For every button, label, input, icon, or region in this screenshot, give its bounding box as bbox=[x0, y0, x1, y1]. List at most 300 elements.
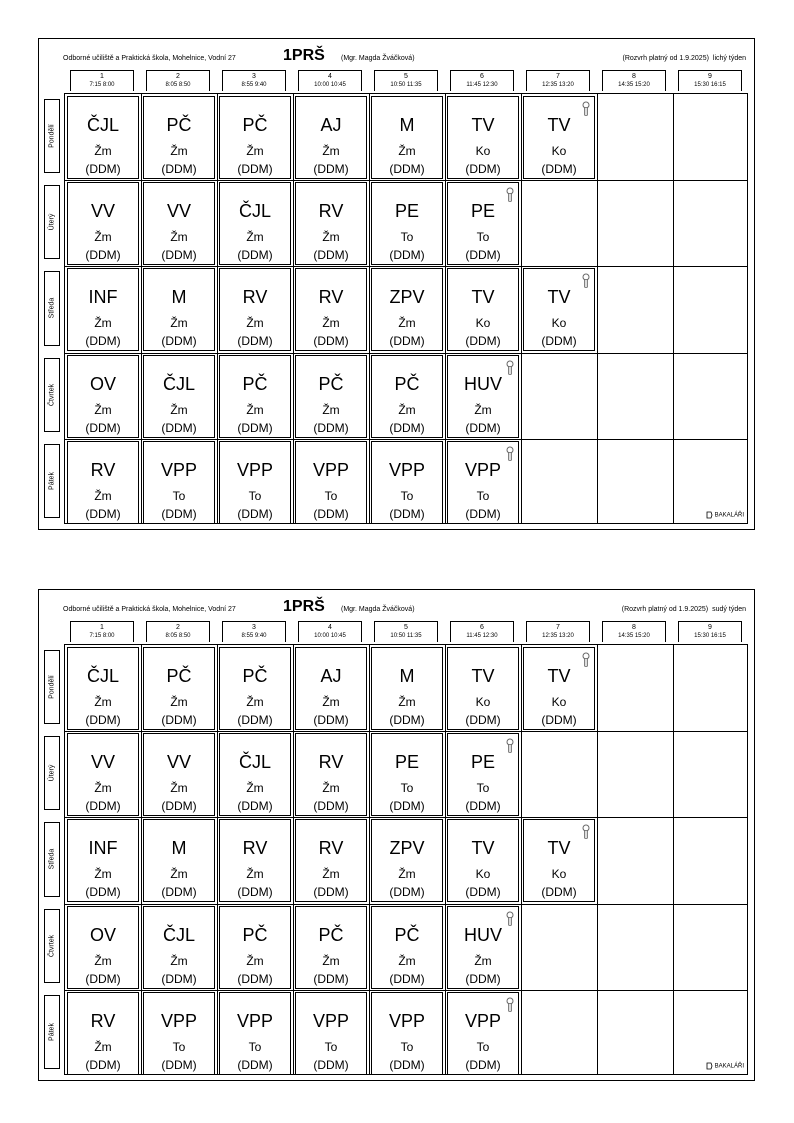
row-divider bbox=[65, 180, 747, 181]
period-header bbox=[450, 621, 514, 642]
timetable-sheet-even bbox=[38, 589, 755, 1081]
lesson-room: (DDM) bbox=[389, 162, 425, 176]
period-number: 2 bbox=[176, 73, 180, 80]
lesson-room: (DDM) bbox=[389, 248, 425, 263]
lesson-room: (DDM) bbox=[237, 248, 273, 263]
lesson-cell[interactable] bbox=[447, 819, 519, 902]
period-number: 9 bbox=[708, 73, 712, 80]
column-divider bbox=[597, 645, 598, 1074]
period-time: 10:00 10:45 bbox=[314, 633, 346, 639]
column-divider bbox=[141, 645, 142, 1074]
lesson-teacher: Žm bbox=[398, 402, 416, 417]
period-number: 4 bbox=[328, 73, 332, 80]
lesson-teacher: To bbox=[324, 488, 338, 503]
column-divider bbox=[217, 94, 218, 523]
lesson-cell[interactable] bbox=[371, 96, 443, 179]
lesson-room: (DDM) bbox=[313, 885, 349, 900]
lesson-cell[interactable] bbox=[447, 182, 519, 265]
period-header bbox=[450, 70, 514, 91]
class-title: 1PRŠ bbox=[283, 598, 325, 615]
period-number: 5 bbox=[404, 624, 408, 631]
lesson-subject: ČJL bbox=[86, 666, 119, 686]
lesson-subject: RV bbox=[242, 838, 268, 859]
lesson-teacher: Žm bbox=[170, 230, 188, 245]
lesson-subject: PČ bbox=[166, 666, 192, 686]
period-time: 8:55 9:40 bbox=[241, 633, 267, 639]
lesson-cell[interactable] bbox=[523, 647, 595, 730]
bakalari-logo bbox=[706, 1062, 744, 1070]
lesson-room: (DDM) bbox=[465, 162, 501, 176]
lesson-teacher: Žm bbox=[94, 867, 112, 882]
lesson-room: (DDM) bbox=[465, 248, 501, 263]
lesson-teacher: Ko bbox=[475, 695, 491, 709]
lesson-teacher: To bbox=[400, 781, 414, 796]
lesson-subject: ČJL bbox=[238, 201, 271, 222]
row-divider bbox=[65, 353, 747, 354]
lesson-room: (DDM) bbox=[313, 162, 349, 176]
lesson-cell[interactable] bbox=[371, 441, 443, 524]
lesson-room: (DDM) bbox=[237, 506, 273, 521]
lesson-cell[interactable] bbox=[523, 268, 595, 351]
lesson-room: (DDM) bbox=[85, 971, 121, 986]
lesson-room: (DDM) bbox=[465, 885, 501, 900]
lesson-room: (DDM) bbox=[313, 248, 349, 263]
lesson-cell[interactable] bbox=[295, 96, 367, 179]
period-header bbox=[374, 70, 438, 91]
lesson-subject: VPP bbox=[236, 459, 274, 480]
lesson-subject: VV bbox=[90, 201, 115, 222]
lesson-room: (DDM) bbox=[389, 713, 425, 727]
lesson-room: (DDM) bbox=[465, 799, 501, 814]
logo-text: BAKALÁŘI bbox=[714, 512, 744, 519]
lesson-room: (DDM) bbox=[389, 971, 425, 986]
period-header bbox=[678, 621, 742, 642]
lesson-teacher: Žm bbox=[246, 781, 264, 796]
lesson-room: (DDM) bbox=[237, 162, 273, 176]
lesson-subject: PE bbox=[394, 201, 419, 222]
day-name: Pondělí bbox=[48, 124, 56, 148]
column-divider bbox=[521, 645, 522, 1074]
lesson-room: (DDM) bbox=[161, 713, 197, 727]
lesson-room: (DDM) bbox=[161, 1057, 197, 1072]
lesson-subject: VPP bbox=[312, 459, 350, 480]
lesson-teacher: Žm bbox=[246, 144, 264, 158]
lesson-subject: VPP bbox=[236, 1010, 274, 1031]
day-label bbox=[44, 822, 60, 896]
lesson-cell[interactable] bbox=[295, 182, 367, 265]
lesson-room: (DDM) bbox=[541, 713, 577, 727]
lesson-cell[interactable] bbox=[447, 906, 519, 989]
lesson-subject: RV bbox=[318, 752, 344, 773]
lesson-teacher: To bbox=[476, 230, 490, 245]
period-header bbox=[374, 621, 438, 642]
lock-icon bbox=[582, 652, 590, 668]
lesson-cell[interactable] bbox=[67, 992, 139, 1075]
lesson-teacher: Žm bbox=[398, 316, 416, 331]
lock-icon bbox=[506, 360, 514, 376]
lesson-cell[interactable] bbox=[295, 441, 367, 524]
lesson-cell[interactable] bbox=[295, 992, 367, 1075]
lesson-subject: HUV bbox=[463, 924, 502, 945]
lesson-subject: RV bbox=[318, 201, 344, 222]
lesson-cell[interactable] bbox=[67, 733, 139, 816]
day-name: Úterý bbox=[48, 213, 56, 231]
lesson-cell[interactable] bbox=[523, 96, 595, 179]
lesson-subject: TV bbox=[471, 666, 495, 686]
lesson-room: (DDM) bbox=[237, 420, 273, 435]
week-type: lichý týden bbox=[712, 55, 746, 62]
lesson-room: (DDM) bbox=[389, 1057, 425, 1072]
lesson-room: (DDM) bbox=[161, 248, 197, 263]
lesson-cell[interactable] bbox=[219, 647, 291, 730]
period-header bbox=[602, 621, 666, 642]
lesson-room: (DDM) bbox=[85, 799, 121, 814]
period-number: 6 bbox=[480, 73, 484, 80]
lesson-cell[interactable] bbox=[67, 819, 139, 902]
lesson-cell[interactable] bbox=[371, 819, 443, 902]
lesson-teacher: Žm bbox=[170, 781, 188, 796]
lesson-room: (DDM) bbox=[85, 248, 121, 263]
lesson-subject: VPP bbox=[160, 459, 198, 480]
period-time: 14:35 15:20 bbox=[618, 82, 650, 88]
lesson-subject: PČ bbox=[242, 924, 268, 945]
lesson-room: (DDM) bbox=[85, 334, 121, 349]
lesson-subject: TV bbox=[547, 838, 571, 859]
lesson-teacher: Žm bbox=[94, 1039, 112, 1054]
lesson-cell[interactable] bbox=[143, 906, 215, 989]
lesson-subject: M bbox=[399, 666, 415, 686]
lesson-room: (DDM) bbox=[465, 420, 501, 435]
lesson-cell[interactable] bbox=[371, 268, 443, 351]
period-number: 4 bbox=[328, 624, 332, 631]
lesson-subject: ČJL bbox=[238, 752, 271, 773]
lesson-cell[interactable] bbox=[67, 182, 139, 265]
timetable-grid bbox=[64, 644, 748, 1075]
lesson-cell[interactable] bbox=[219, 441, 291, 524]
lesson-cell[interactable] bbox=[447, 647, 519, 730]
lesson-teacher: Žm bbox=[322, 316, 340, 331]
lesson-room: (DDM) bbox=[465, 334, 501, 349]
lesson-teacher: Žm bbox=[322, 144, 340, 158]
row-divider bbox=[65, 904, 747, 905]
class-title: 1PRŠ bbox=[283, 47, 325, 64]
lesson-cell[interactable] bbox=[219, 182, 291, 265]
column-divider bbox=[673, 645, 674, 1074]
lesson-subject: PČ bbox=[242, 115, 268, 135]
column-divider bbox=[673, 94, 674, 523]
day-name: Čtvrtek bbox=[48, 383, 56, 406]
period-time: 8:05 8:50 bbox=[165, 82, 191, 88]
lesson-cell[interactable] bbox=[447, 268, 519, 351]
period-number: 9 bbox=[708, 624, 712, 631]
lesson-teacher: Ko bbox=[551, 144, 567, 158]
lesson-teacher: Žm bbox=[322, 781, 340, 796]
validity-date: (Rozvrh platný od 1.9.2025) bbox=[621, 606, 709, 613]
lesson-room: (DDM) bbox=[85, 885, 121, 900]
period-number: 8 bbox=[632, 624, 636, 631]
lesson-teacher: Ko bbox=[551, 316, 567, 331]
lesson-room: (DDM) bbox=[541, 885, 577, 900]
lesson-teacher: Žm bbox=[94, 144, 112, 158]
lesson-cell[interactable] bbox=[143, 819, 215, 902]
lesson-cell[interactable] bbox=[371, 182, 443, 265]
lesson-subject: ZPV bbox=[389, 838, 425, 859]
lesson-room: (DDM) bbox=[85, 420, 121, 435]
school-name: Odborné učiliště a Praktická škola, Mohelnice, Vodní 27 bbox=[63, 606, 236, 613]
lesson-cell[interactable] bbox=[143, 268, 215, 351]
day-label bbox=[44, 650, 60, 724]
lesson-cell[interactable] bbox=[219, 733, 291, 816]
period-time: 8:05 8:50 bbox=[165, 633, 191, 639]
lesson-cell[interactable] bbox=[143, 733, 215, 816]
lesson-subject: VPP bbox=[312, 1010, 350, 1031]
lesson-room: (DDM) bbox=[85, 713, 121, 727]
lesson-teacher: Žm bbox=[246, 695, 264, 709]
period-time: 10:50 11:35 bbox=[390, 633, 422, 639]
lesson-subject: HUV bbox=[463, 373, 502, 394]
column-divider bbox=[369, 94, 370, 523]
lesson-subject: VPP bbox=[160, 1010, 198, 1031]
lesson-teacher: To bbox=[248, 488, 262, 503]
lesson-teacher: Ko bbox=[475, 144, 491, 158]
lesson-cell[interactable] bbox=[447, 96, 519, 179]
lesson-subject: RV bbox=[318, 287, 344, 308]
lesson-subject: PČ bbox=[318, 924, 344, 945]
lesson-cell[interactable] bbox=[447, 355, 519, 438]
class-teacher: (Mgr. Magda Žváčková) bbox=[341, 606, 415, 613]
lesson-subject: PČ bbox=[242, 373, 268, 394]
period-header bbox=[70, 621, 134, 642]
lesson-subject: PČ bbox=[166, 115, 192, 135]
lesson-teacher: To bbox=[476, 488, 490, 503]
lesson-cell[interactable] bbox=[143, 96, 215, 179]
lesson-cell[interactable] bbox=[67, 906, 139, 989]
lesson-room: (DDM) bbox=[161, 971, 197, 986]
lesson-teacher: To bbox=[476, 1039, 490, 1054]
lesson-room: (DDM) bbox=[85, 506, 121, 521]
lesson-cell[interactable] bbox=[143, 441, 215, 524]
lesson-cell[interactable] bbox=[371, 906, 443, 989]
row-divider bbox=[65, 266, 747, 267]
lesson-cell[interactable] bbox=[371, 355, 443, 438]
lesson-teacher: To bbox=[324, 1039, 338, 1054]
lesson-cell[interactable] bbox=[67, 441, 139, 524]
lesson-cell[interactable] bbox=[219, 819, 291, 902]
lesson-cell[interactable] bbox=[371, 733, 443, 816]
lock-icon bbox=[582, 273, 590, 289]
lock-icon bbox=[506, 738, 514, 754]
lesson-cell[interactable] bbox=[447, 733, 519, 816]
lesson-cell[interactable] bbox=[219, 992, 291, 1075]
lesson-cell[interactable] bbox=[219, 355, 291, 438]
lesson-teacher: Ko bbox=[551, 867, 567, 882]
period-header bbox=[298, 70, 362, 91]
lock-icon bbox=[582, 101, 590, 117]
lesson-room: (DDM) bbox=[161, 334, 197, 349]
period-time: 7:15 8:00 bbox=[89, 82, 115, 88]
lesson-subject: RV bbox=[90, 1010, 116, 1031]
lesson-room: (DDM) bbox=[389, 885, 425, 900]
lesson-subject: PE bbox=[470, 201, 495, 222]
lock-icon bbox=[506, 187, 514, 203]
day-label bbox=[44, 358, 60, 432]
lesson-subject: PE bbox=[394, 752, 419, 773]
class-teacher: (Mgr. Magda Žváčková) bbox=[341, 55, 415, 62]
period-time: 12:35 13:20 bbox=[542, 633, 574, 639]
lesson-teacher: Žm bbox=[322, 230, 340, 245]
lesson-subject: TV bbox=[547, 115, 571, 135]
lesson-room: (DDM) bbox=[389, 334, 425, 349]
lesson-room: (DDM) bbox=[161, 162, 197, 176]
lesson-subject: PE bbox=[470, 752, 495, 773]
lesson-subject: VV bbox=[166, 752, 191, 773]
lesson-teacher: To bbox=[400, 488, 414, 503]
lesson-teacher: Žm bbox=[94, 488, 112, 503]
period-time: 10:00 10:45 bbox=[314, 82, 346, 88]
lock-icon bbox=[506, 997, 514, 1013]
lesson-cell[interactable] bbox=[67, 268, 139, 351]
lesson-subject: VPP bbox=[464, 1010, 502, 1031]
lesson-cell[interactable] bbox=[143, 992, 215, 1075]
period-number: 6 bbox=[480, 624, 484, 631]
lesson-subject: RV bbox=[318, 838, 344, 859]
lesson-room: (DDM) bbox=[541, 334, 577, 349]
lesson-cell[interactable] bbox=[295, 268, 367, 351]
lesson-room: (DDM) bbox=[237, 1057, 273, 1072]
period-header bbox=[298, 621, 362, 642]
validity-date: (Rozvrh platný od 1.9.2025) bbox=[622, 55, 709, 62]
lock-icon bbox=[506, 911, 514, 927]
logo-text: BAKALÁŘI bbox=[714, 1063, 744, 1070]
lesson-cell[interactable] bbox=[143, 182, 215, 265]
lesson-cell[interactable] bbox=[295, 819, 367, 902]
period-time: 8:55 9:40 bbox=[241, 82, 267, 88]
lesson-teacher: Žm bbox=[398, 867, 416, 882]
period-header bbox=[222, 621, 286, 642]
lesson-cell[interactable] bbox=[371, 992, 443, 1075]
lesson-room: (DDM) bbox=[237, 334, 273, 349]
lesson-subject: VV bbox=[166, 201, 191, 222]
lesson-room: (DDM) bbox=[85, 162, 121, 176]
lesson-cell[interactable] bbox=[371, 647, 443, 730]
period-time: 7:15 8:00 bbox=[89, 633, 115, 639]
lesson-subject: PČ bbox=[242, 666, 268, 686]
lesson-cell[interactable] bbox=[523, 819, 595, 902]
lesson-teacher: Žm bbox=[94, 781, 112, 796]
period-number: 2 bbox=[176, 624, 180, 631]
lesson-room: (DDM) bbox=[313, 420, 349, 435]
lesson-cell[interactable] bbox=[295, 647, 367, 730]
day-label bbox=[44, 909, 60, 983]
period-header bbox=[602, 70, 666, 91]
column-divider bbox=[521, 94, 522, 523]
lesson-teacher: Ko bbox=[551, 695, 567, 709]
lesson-cell[interactable] bbox=[143, 647, 215, 730]
row-divider bbox=[65, 439, 747, 440]
lesson-subject: M bbox=[171, 287, 187, 308]
lesson-room: (DDM) bbox=[313, 713, 349, 727]
lesson-room: (DDM) bbox=[389, 506, 425, 521]
lesson-subject: TV bbox=[471, 838, 495, 859]
lesson-teacher: Žm bbox=[398, 695, 416, 709]
column-divider bbox=[293, 645, 294, 1074]
lesson-teacher: Žm bbox=[94, 695, 112, 709]
period-time: 10:50 11:35 bbox=[390, 82, 422, 88]
lesson-subject: INF bbox=[88, 838, 118, 859]
lock-icon bbox=[582, 824, 590, 840]
period-number: 3 bbox=[252, 73, 256, 80]
lesson-room: (DDM) bbox=[161, 420, 197, 435]
lesson-subject: RV bbox=[242, 287, 268, 308]
lesson-cell[interactable] bbox=[295, 733, 367, 816]
lesson-cell[interactable] bbox=[447, 441, 519, 524]
period-number: 5 bbox=[404, 73, 408, 80]
lesson-teacher: Žm bbox=[474, 402, 492, 417]
lesson-cell[interactable] bbox=[67, 647, 139, 730]
lesson-teacher: Žm bbox=[246, 230, 264, 245]
period-time: 15:30 16:15 bbox=[694, 82, 726, 88]
lesson-teacher: To bbox=[172, 1039, 186, 1054]
lesson-teacher: Žm bbox=[398, 953, 416, 968]
lesson-teacher: Žm bbox=[170, 867, 188, 882]
lesson-room: (DDM) bbox=[161, 885, 197, 900]
lesson-teacher: To bbox=[172, 488, 186, 503]
lesson-cell[interactable] bbox=[219, 96, 291, 179]
lesson-cell[interactable] bbox=[295, 355, 367, 438]
lesson-teacher: Žm bbox=[170, 316, 188, 331]
period-header bbox=[70, 70, 134, 91]
lesson-room: (DDM) bbox=[313, 506, 349, 521]
lesson-room: (DDM) bbox=[465, 713, 501, 727]
column-divider bbox=[597, 94, 598, 523]
column-divider bbox=[445, 645, 446, 1074]
period-header bbox=[526, 70, 590, 91]
period-header bbox=[678, 70, 742, 91]
lesson-cell[interactable] bbox=[67, 96, 139, 179]
bakalari-logo-icon bbox=[706, 511, 713, 519]
lesson-subject: ČJL bbox=[162, 373, 195, 394]
validity-info bbox=[619, 55, 746, 62]
lesson-teacher: Žm bbox=[322, 867, 340, 882]
lesson-subject: VPP bbox=[388, 1010, 426, 1031]
lesson-subject: M bbox=[171, 838, 187, 859]
lesson-teacher: Žm bbox=[170, 695, 188, 709]
lesson-room: (DDM) bbox=[465, 1057, 501, 1072]
row-divider bbox=[65, 990, 747, 991]
lesson-room: (DDM) bbox=[85, 1057, 121, 1072]
lesson-subject: OV bbox=[89, 924, 116, 945]
lesson-teacher: Žm bbox=[94, 402, 112, 417]
timetable-sheet-odd bbox=[38, 38, 755, 530]
day-label bbox=[44, 736, 60, 810]
lesson-subject: VPP bbox=[464, 459, 502, 480]
school-name: Odborné učiliště a Praktická škola, Mohelnice, Vodní 27 bbox=[63, 55, 236, 62]
lesson-cell[interactable] bbox=[67, 355, 139, 438]
lesson-subject: AJ bbox=[320, 115, 342, 135]
column-divider bbox=[141, 94, 142, 523]
lesson-room: (DDM) bbox=[237, 885, 273, 900]
lesson-subject: PČ bbox=[394, 373, 420, 394]
lesson-teacher: Žm bbox=[94, 316, 112, 331]
period-number: 3 bbox=[252, 624, 256, 631]
lesson-cell[interactable] bbox=[143, 355, 215, 438]
lesson-cell[interactable] bbox=[219, 906, 291, 989]
lesson-room: (DDM) bbox=[161, 799, 197, 814]
lesson-cell[interactable] bbox=[447, 992, 519, 1075]
lesson-cell[interactable] bbox=[219, 268, 291, 351]
period-time: 14:35 15:20 bbox=[618, 633, 650, 639]
lesson-cell[interactable] bbox=[295, 906, 367, 989]
